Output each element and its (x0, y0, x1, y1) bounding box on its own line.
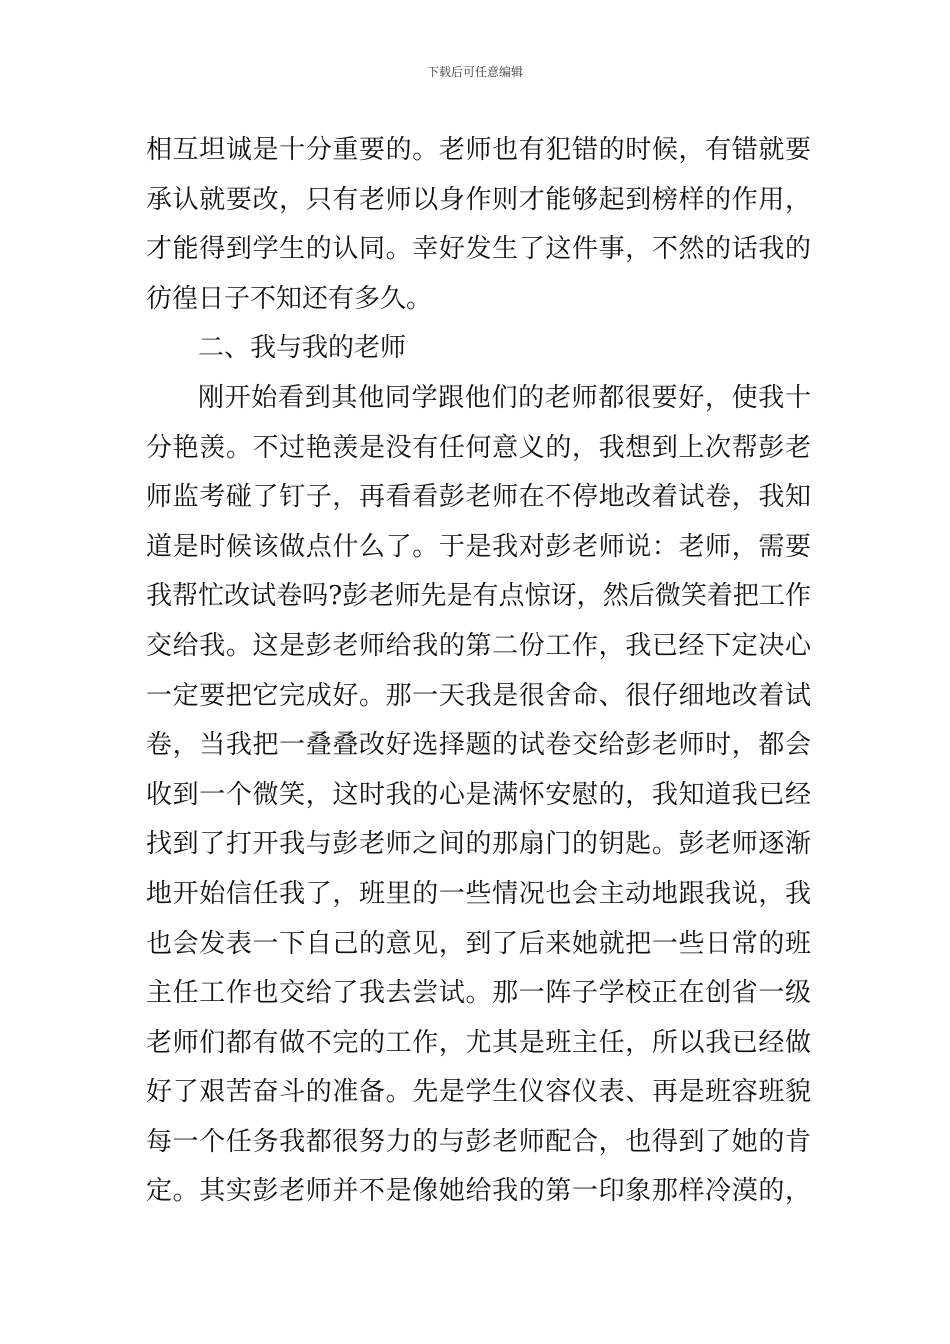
text-line: 主任工作也交给了我去尝试。那一阵子学校正在创省一级 (146, 978, 811, 1009)
text-line: 才能得到学生的认同。幸好发生了这件事，不然的话我的 (146, 234, 811, 265)
text-line: 也会发表一下自己的意见，到了后来她就把一些日常的班 (146, 928, 811, 959)
text-line: 老师们都有做不完的工作，尤其是班主任，所以我已经做 (146, 1027, 811, 1058)
text-line: 刚开始看到其他同学跟他们的老师都很要好，使我十 (198, 382, 811, 413)
text-line: 卷，当我把一叠叠改好选择题的试卷交给彭老师时，都会 (146, 730, 811, 761)
page-header: 下载后可任意编辑 (426, 65, 523, 79)
text-line: 师监考碰了钉子，再看看彭老师在不停地改着试卷，我知 (146, 482, 811, 513)
text-line: 地开始信任我了，班里的一些情况也会主动地跟我说，我 (146, 878, 811, 909)
text-line: 道是时候该做点什么了。于是我对彭老师说：老师，需要 (146, 531, 811, 562)
text-line: 分艳羡。不过艳羡是没有任何意义的，我想到上次帮彭老 (146, 432, 811, 463)
document-body (146, 126, 811, 1217)
text-line: 定。其实彭老师并不是像她给我的第一印象那样冷漠的， (146, 1176, 811, 1207)
section-heading: 二、我与我的老师 (198, 333, 407, 364)
text-line: 相互坦诚是十分重要的。老师也有犯错的时候，有错就要 (146, 135, 811, 165)
text-line: 一定要把它完成好。那一天我是很舍命、很仔细地改着试 (146, 680, 811, 711)
text-line: 每一个任务我都很努力的与彭老师配合，也得到了她的肯 (146, 1126, 811, 1157)
text-line: 我帮忙改试卷吗?彭老师先是有点惊讶，然后微笑着把工作 (146, 581, 811, 612)
text-line: 交给我。这是彭老师给我的第二份工作，我已经下定决心 (146, 630, 811, 661)
text-line: 承认就要改，只有老师以身作则才能够起到榜样的作用， (146, 184, 811, 215)
text-line: 找到了打开我与彭老师之间的那扇门的钥匙。彭老师逐渐 (146, 829, 811, 860)
text-line: 收到一个微笑，这时我的心是满怀安慰的，我知道我已经 (146, 779, 811, 810)
text-line: 好了艰苦奋斗的准备。先是学生仪容仪表、再是班容班貌 (146, 1077, 811, 1108)
text-line: 彷徨日子不知还有多久。 (146, 283, 433, 314)
